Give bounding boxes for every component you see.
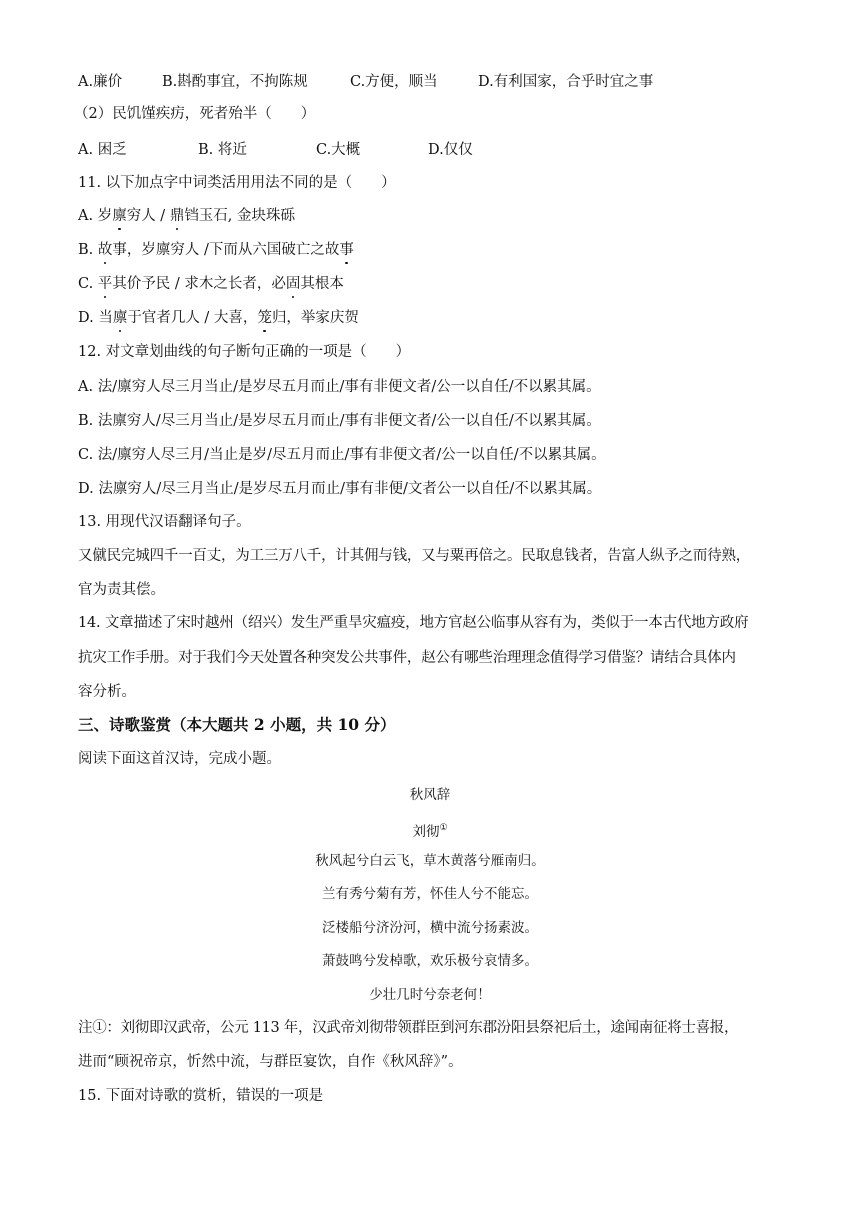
dotted-char: 鼎 [169,208,185,224]
q11-option-d: D. 当廪于官者几人 / 大喜，笼归，举家庆贺 [78,310,359,326]
section-3-intro: 阅读下面这首汉诗，完成小题。 [78,751,281,767]
q12-option-b: B. 法廪穷人/尽三月当止/是岁尽五月而止/事有非便文者/公一以自任/不以累其属。 [78,413,601,429]
q12-option-c: C. 法/廪穷人尽三月/当止是岁/尽五月而止/事有非便文者/公一以自任/不以累其属。 [78,447,606,463]
q11-option-b: B. 故事，岁廪穷人 /下而从六国破亡之故事 [78,242,354,258]
q14-line3: 容分析。 [78,684,136,700]
poem-line-2: 兰有秀兮菊有芳，怀佳人兮不能忘。 [322,886,538,902]
q12-option-a: A. 法/廪穷人尽三月当止/是岁尽五月而止/事有非便文者/公一以自任/不以累其属。 [78,379,601,395]
q12-stem: 12. 对文章划曲线的句子断句正确的一项是（ ） [78,344,411,360]
poem-author: 刘彻① [412,823,448,840]
q10-2-option-b: B. 将近 [198,142,247,158]
section-3-heading: 三、诗歌鉴赏（本大题共 2 小题，共 10 分） [78,715,396,734]
note-line2: 进而“顾祝帝京，忻然中流，与群臣宴饮，自作《秋风辞》”。 [78,1054,463,1070]
q14-line1: 14. 文章描述了宋时越州（绍兴）发生严重旱灾瘟疫，地方官赵公临事从容有为，类似于一本古代地方政府 [78,615,749,631]
q14-line2: 抗灾工作手册。对于我们今天处置各种突发公共事件，赵公有哪些治理理念值得学习借鉴？请结合具体内 [78,650,736,666]
dotted-char: 平 [97,276,113,292]
q11-stem: 11. 以下加点字中词类活用用法不同的是（ ） [78,175,396,191]
dotted-char: 笼 [257,310,272,326]
q13-sentence-line1: 又僦民完城四千一百丈，为工三万八千，计其佣与钱，又与粟再倍之。民取息钱者，告富人纵予之而待熟， [78,548,751,564]
q10-2-option-a: A. 困乏 [78,142,127,158]
q13-stem: 13. 用现代汉语翻译句子。 [78,514,251,530]
footnote-marker: ① [439,823,448,833]
poem-title: 秋风辞 [409,787,451,803]
q13-sentence-line2: 官为责其偿。 [78,582,165,598]
q10-option-a: A.廉价 [78,74,123,90]
q10-option-b: B.斟酌事宜，不拘陈规 [162,74,308,90]
q11-option-a: A. 岁廪穷人 / 鼎铛玉石, 金块珠砾 [78,208,296,224]
poem-line-4: 萧鼓鸣兮发棹歌，欢乐极兮哀情多。 [322,953,538,969]
dotted-char: 事 [339,242,354,258]
q12-option-d: D. 法廪穷人/尽三月当止/是岁尽五月而止/事有非便/文者公一以自任/不以累其属。 [78,481,602,497]
poem-line-3: 泛楼船兮济汾河，横中流兮扬素波。 [322,920,538,936]
q10-option-d: D.有利国家，合乎时宜之事 [478,74,654,90]
note-line1: 注①：刘彻即汉武帝，公元 113 年，汉武帝刘彻带领群臣到河东郡汾阳县祭祀后土，途闻南征将士喜报， [78,1020,739,1036]
dotted-char: 廪 [112,208,127,224]
dotted-char: 廪 [112,310,128,326]
q10-2-option-d: D.仅仅 [428,142,473,158]
q10-2-stem: （2）民饥馑疾疠，死者殆半（ ） [74,106,316,122]
q10-2-option-c: C.大概 [316,142,361,158]
dotted-char: 固 [285,276,301,292]
q10-option-c: C.方便，顺当 [350,74,438,90]
q15-stem: 15. 下面对诗歌的赏析，错误的一项是 [78,1088,324,1104]
dotted-char: 故 [97,242,113,258]
poem-line-5: 少壮几时兮奈老何！ [369,987,491,1003]
q11-option-c: C. 平其价予民 / 求木之长者，必固其根本 [78,276,344,292]
poem-line-1: 秋风起兮白云飞，草木黄落兮雁南归。 [315,853,545,869]
